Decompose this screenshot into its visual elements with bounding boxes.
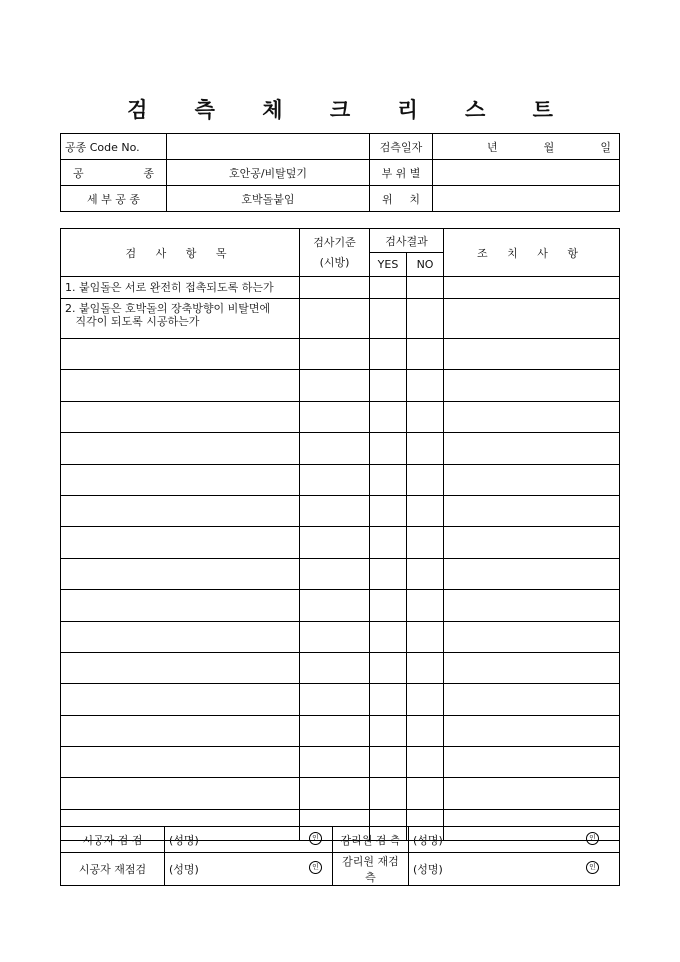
detail-value[interactable]: 호박돌붙임 [167,186,370,212]
action-cell[interactable] [444,495,620,526]
item-cell[interactable] [61,558,300,589]
table-row [61,339,620,370]
yes-checkbox-cell[interactable] [370,370,407,401]
action-cell[interactable] [444,433,620,464]
no-checkbox-cell[interactable] [407,747,444,778]
seal-icon: 인 [309,861,322,874]
supervisor-recheck-label: 감리원 재검측 [333,853,409,886]
action-cell[interactable] [444,684,620,715]
standard-cell[interactable] [300,401,370,432]
standard-cell[interactable] [300,652,370,683]
table-row [61,433,620,464]
item-cell[interactable] [61,370,300,401]
standard-cell[interactable] [300,433,370,464]
yes-checkbox-cell[interactable] [370,684,407,715]
col-header-standard [300,229,370,277]
standard-cell[interactable] [300,464,370,495]
no-checkbox-cell[interactable] [407,558,444,589]
standard-cell[interactable] [300,495,370,526]
name-placeholder: (성명) [413,833,443,847]
yes-checkbox-cell[interactable] [370,527,407,558]
date-month-label: 월 [543,140,555,154]
no-checkbox-cell[interactable] [407,401,444,432]
item-cell[interactable] [61,464,300,495]
no-checkbox-cell[interactable] [407,370,444,401]
name-placeholder: (성명) [169,833,199,847]
seal-icon: 인 [586,832,599,845]
table-row [61,684,620,715]
col-header-standard-line2: (시방) [319,255,350,269]
item-cell[interactable] [61,339,300,370]
inspection-date-field[interactable] [433,134,620,160]
standard-cell[interactable] [300,277,370,299]
standard-cell[interactable] [300,299,370,339]
table-row [61,778,620,809]
seal-icon: 인 [586,861,599,874]
no-checkbox-cell[interactable] [407,299,444,339]
location-label: 위 치 [370,186,433,212]
item-cell[interactable] [61,715,300,746]
no-checkbox-cell[interactable] [407,433,444,464]
standard-cell[interactable] [300,527,370,558]
standard-cell[interactable] [300,370,370,401]
yes-checkbox-cell[interactable] [370,558,407,589]
standard-cell[interactable] [300,715,370,746]
yes-checkbox-cell[interactable] [370,339,407,370]
item-cell[interactable] [61,684,300,715]
no-checkbox-cell[interactable] [407,652,444,683]
action-cell[interactable] [444,277,620,299]
table-row [61,370,620,401]
contractor-recheck-label: 시공자 재점검 [61,853,165,886]
table-row [61,495,620,526]
checklist-table [60,228,620,841]
work-code-value[interactable] [167,134,370,160]
col-header-yes: YES [370,253,407,277]
table-row [61,527,620,558]
table-row [61,277,620,299]
action-cell[interactable] [444,339,620,370]
location-value[interactable] [433,186,620,212]
name-placeholder: (성명) [413,863,443,876]
standard-cell[interactable] [300,590,370,621]
action-cell[interactable] [444,299,620,339]
date-day-label: 일 [600,140,611,154]
table-row [61,299,620,339]
table-row [61,652,620,683]
no-checkbox-cell[interactable] [407,277,444,299]
table-row [61,747,620,778]
item-cell[interactable] [61,433,300,464]
action-cell[interactable] [444,464,620,495]
item-cell[interactable] [61,495,300,526]
action-cell[interactable] [444,401,620,432]
contractor-check-label: 시공자 검 검 [61,827,165,853]
yes-checkbox-cell[interactable] [370,495,407,526]
table-row [61,590,620,621]
action-cell[interactable] [444,590,620,621]
action-cell[interactable] [444,370,620,401]
table-row [61,401,620,432]
yes-checkbox-cell[interactable] [370,401,407,432]
no-checkbox-cell[interactable] [407,464,444,495]
no-checkbox-cell[interactable] [407,527,444,558]
table-row [61,621,620,652]
action-cell[interactable] [444,558,620,589]
contractor-check-signature[interactable] [165,827,333,853]
item-cell[interactable] [61,621,300,652]
no-checkbox-cell[interactable] [407,621,444,652]
table-row [61,464,620,495]
supervisor-recheck-signature[interactable] [409,853,620,886]
col-header-no: NO [407,253,444,277]
detail-label: 세 부 공 종 [61,186,167,212]
action-cell[interactable] [444,778,620,809]
action-cell[interactable] [444,527,620,558]
item-cell[interactable] [61,652,300,683]
seal-icon: 인 [309,832,322,845]
col-header-action: 조 치 사 항 [444,229,620,277]
no-checkbox-cell[interactable] [407,778,444,809]
no-checkbox-cell[interactable] [407,495,444,526]
action-cell[interactable] [444,621,620,652]
inspection-date-label: 검측일자 [370,134,433,160]
yes-checkbox-cell[interactable] [370,747,407,778]
item-cell[interactable] [61,778,300,809]
col-header-item: 검 사 항 목 [61,229,300,277]
item-cell[interactable] [61,747,300,778]
action-cell[interactable] [444,715,620,746]
work-type-value[interactable]: 호안공/비탈덮기 [167,160,370,186]
item-cell[interactable] [61,527,300,558]
table-row [61,558,620,589]
yes-checkbox-cell[interactable] [370,652,407,683]
signature-table [60,826,620,886]
checklist-item-2: 2. 붙임돌은 호박돌의 장축방향이 비탈면에 직각이 되도록 시공하는가 [61,299,300,339]
checklist-item-1: 1. 붙임돌은 서로 완전히 접촉되도록 하는가 [61,277,300,299]
standard-cell[interactable] [300,339,370,370]
yes-checkbox-cell[interactable] [370,778,407,809]
info-table [60,133,620,212]
name-placeholder: (성명) [169,863,199,876]
standard-cell[interactable] [300,778,370,809]
yes-checkbox-cell[interactable] [370,590,407,621]
item-cell[interactable] [61,401,300,432]
supervisor-check-label: 감리원 검 측 [333,827,409,853]
action-cell[interactable] [444,652,620,683]
supervisor-check-signature[interactable] [409,827,620,853]
no-checkbox-cell[interactable] [407,684,444,715]
yes-checkbox-cell[interactable] [370,433,407,464]
no-checkbox-cell[interactable] [407,715,444,746]
page-title: 검 측 체 크 리 스 트 [127,97,573,122]
yes-checkbox-cell[interactable] [370,621,407,652]
item-cell[interactable] [61,590,300,621]
date-year-label: 년 [487,140,498,154]
part-value[interactable] [433,160,620,186]
standard-cell[interactable] [300,558,370,589]
standard-cell[interactable] [300,621,370,652]
work-code-label: 공종 Code No. [61,134,167,160]
standard-cell[interactable] [300,747,370,778]
yes-checkbox-cell[interactable] [370,299,407,339]
yes-checkbox-cell[interactable] [370,715,407,746]
action-cell[interactable] [444,747,620,778]
col-header-result: 검사결과 [370,229,444,253]
work-type-label: 공 종 [61,160,167,186]
yes-checkbox-cell[interactable] [370,464,407,495]
part-label: 부 위 별 [370,160,433,186]
no-checkbox-cell[interactable] [407,590,444,621]
yes-checkbox-cell[interactable] [370,277,407,299]
contractor-recheck-signature[interactable] [165,853,333,886]
no-checkbox-cell[interactable] [407,339,444,370]
standard-cell[interactable] [300,684,370,715]
col-header-standard-line1: 검사기준 [313,235,356,249]
table-row [61,715,620,746]
